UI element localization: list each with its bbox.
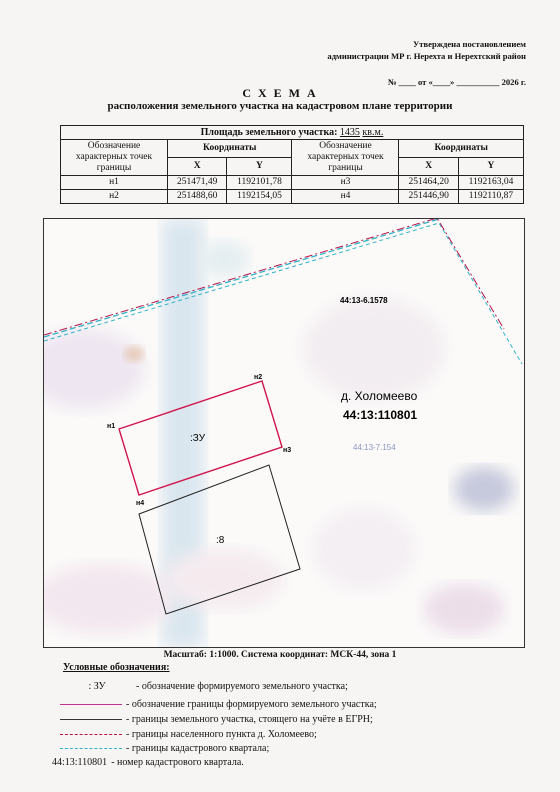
table-row	[61, 176, 524, 190]
header-coords-2: Координаты	[399, 140, 524, 158]
legend-text: - обозначение формируемого земельного участка;	[136, 680, 348, 692]
legend-quarter-border-line	[60, 748, 122, 749]
header-point-1: Обозначение характерных точек границы	[61, 140, 168, 176]
table-row	[61, 190, 524, 204]
point-name: н4	[292, 190, 399, 204]
header-y-1: Y	[227, 158, 292, 176]
header-x-1: X	[168, 158, 227, 176]
legend-title: Условные обозначения:	[63, 662, 170, 673]
area-label: Площадь земельного участка:	[200, 127, 338, 138]
approval-line-1: Утверждена постановлением	[412, 39, 526, 49]
area-cell	[61, 126, 524, 140]
cadastral-map	[43, 218, 525, 648]
header-x-2: X	[399, 158, 458, 176]
document-title: С Х Е М А	[242, 86, 318, 100]
settlement-label: д. Холомеево	[341, 389, 418, 403]
quarter-label: 44:13:110801	[343, 408, 418, 422]
legend-formed-border-line	[60, 704, 122, 705]
point-y: 1192110,87	[458, 190, 523, 204]
neighbor-parcel-label: :8	[216, 535, 225, 546]
point-y: 1192154,05	[227, 190, 292, 204]
point-name: н2	[61, 190, 168, 204]
point-label-n2: н2	[254, 374, 263, 381]
legend-item	[52, 712, 532, 726]
legend-settlement-border-line	[60, 734, 122, 735]
aerial-photo-background	[44, 219, 514, 647]
point-name: н1	[61, 176, 168, 190]
point-name: н3	[292, 176, 399, 190]
header-coords-1: Координаты	[168, 140, 292, 158]
scale-caption: Масштаб: 1:1000. Система координат: МСК-44, зона 1	[163, 650, 397, 660]
parcel-label: :ЗУ	[190, 433, 206, 444]
approval-line-3: № ____ от «____» __________ 2026 г.	[387, 77, 526, 87]
point-label-n1: н1	[107, 423, 116, 430]
legend-item	[52, 755, 532, 769]
legend-registered-border-line	[60, 719, 122, 720]
legend-symbol-text: 44:13:110801	[52, 756, 108, 768]
header-point-2: Обозначение характерных точек границы	[292, 140, 399, 176]
settlement-border-line	[44, 219, 504, 335]
header-y-2: Y	[458, 158, 523, 176]
point-x: 251464,20	[399, 176, 458, 190]
area-unit: кв.м.	[362, 127, 384, 138]
header-row	[61, 140, 524, 158]
point-x: 251446,90	[399, 190, 458, 204]
point-x: 251471,49	[168, 176, 227, 190]
legend-item	[52, 697, 532, 711]
legend-item	[52, 679, 532, 693]
coordinates-table	[60, 125, 524, 204]
map-drawing	[44, 219, 524, 647]
point-label-n4: н4	[136, 500, 145, 507]
legend-text: - границы населенного пункта д. Холомеево;	[126, 728, 317, 740]
legend-item	[52, 741, 532, 755]
zone-cadastral-label: 44:13-6.1578	[340, 296, 388, 305]
legend-text: - обозначение границы формируемого земельного участка;	[126, 698, 377, 710]
legend-text: - границы земельного участка, стоящего на учёте в ЕГРН;	[126, 713, 373, 725]
approval-stamp	[266, 38, 526, 88]
point-x: 251488,60	[168, 190, 227, 204]
document-subtitle: расположения земельного участка на кадастровом плане территории	[107, 100, 453, 112]
area-row	[61, 126, 524, 140]
point-label-n3: н3	[283, 447, 292, 454]
area-value: 1435	[339, 127, 360, 138]
point-y: 1192101,78	[227, 176, 292, 190]
legend-symbol-text: : ЗУ	[88, 680, 106, 692]
point-y: 1192163,04	[458, 176, 523, 190]
legend-text: - номер кадастрового квартала.	[111, 756, 244, 768]
approval-line-2: администрации МР г. Нерехта и Нерехтский район	[327, 51, 526, 61]
legend-item	[52, 727, 532, 741]
legend-text: - границы кадастрового квартала;	[126, 742, 270, 754]
zone-label: 44:13-7.154	[353, 443, 396, 452]
